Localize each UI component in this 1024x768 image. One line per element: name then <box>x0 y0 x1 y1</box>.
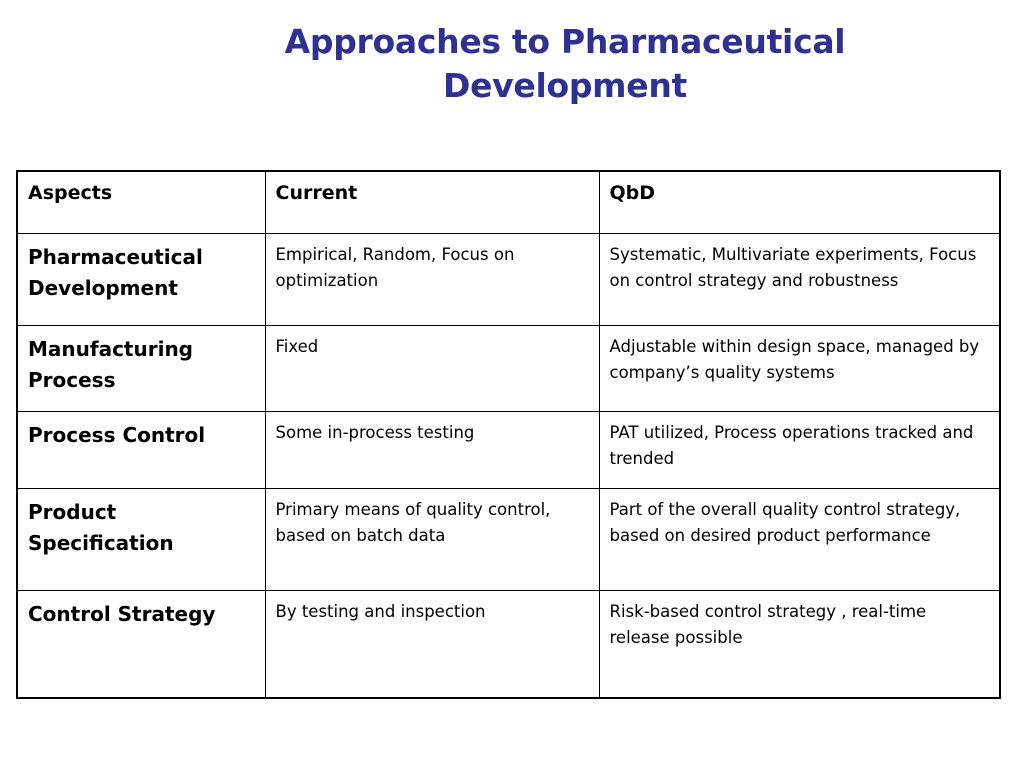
header-qbd: QbD <box>599 171 1000 233</box>
current-cell: Fixed <box>265 325 599 411</box>
header-current: Current <box>265 171 599 233</box>
table-row <box>17 411 1000 488</box>
current-cell: By testing and inspection <box>265 590 599 698</box>
aspect-cell: Pharmaceutical Development <box>17 233 265 325</box>
slide-title <box>215 20 915 108</box>
table-row <box>17 488 1000 590</box>
comparison-table <box>16 170 1001 699</box>
qbd-cell: Risk-based control strategy , real-time release possible <box>599 590 1000 698</box>
qbd-cell: Part of the overall quality control strategy, based on desired product performance <box>599 488 1000 590</box>
table-row <box>17 590 1000 698</box>
table-header-row <box>17 171 1000 233</box>
slide-title-line-1: Approaches to Pharmaceutical <box>284 22 846 61</box>
qbd-cell: PAT utilized, Process operations tracked and trended <box>599 411 1000 488</box>
qbd-cell: Systematic, Multivariate experiments, Focus on control strategy and robustness <box>599 233 1000 325</box>
current-cell: Some in-process testing <box>265 411 599 488</box>
table-row <box>17 325 1000 411</box>
current-cell: Primary means of quality control, based on batch data <box>265 488 599 590</box>
slide-title-line-2: Development <box>442 66 687 105</box>
aspect-cell: Process Control <box>17 411 265 488</box>
aspect-cell: Manufacturing Process <box>17 325 265 411</box>
table-row <box>17 233 1000 325</box>
qbd-cell: Adjustable within design space, managed by company’s quality systems <box>599 325 1000 411</box>
current-cell: Empirical, Random, Focus on optimization <box>265 233 599 325</box>
header-aspects: Aspects <box>17 171 265 233</box>
aspect-cell: Control Strategy <box>17 590 265 698</box>
aspect-cell: Product Specification <box>17 488 265 590</box>
